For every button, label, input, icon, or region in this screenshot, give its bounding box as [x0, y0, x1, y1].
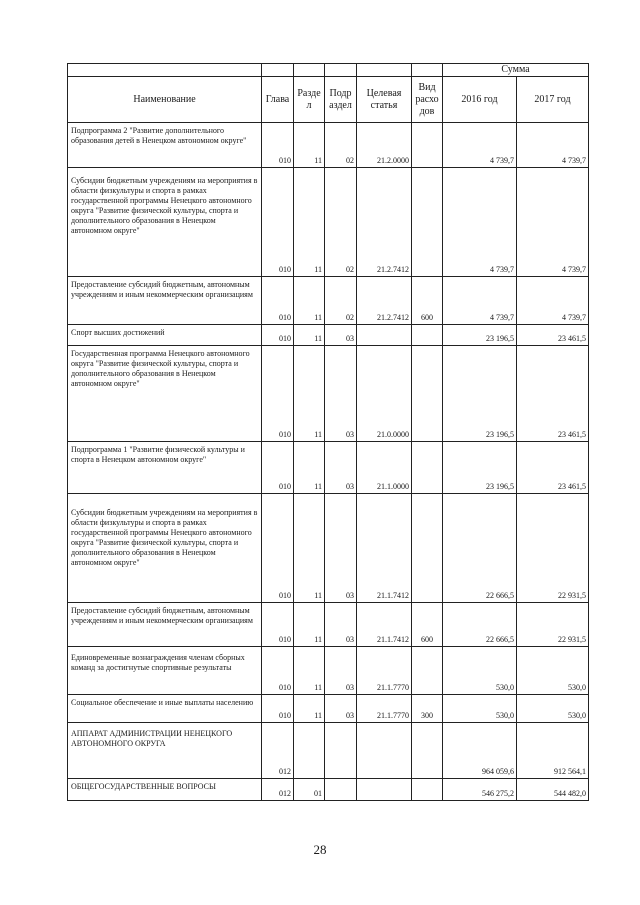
row-podrazdel: 03 — [325, 647, 357, 695]
row-expense-type — [412, 123, 443, 168]
header-row — [68, 77, 589, 123]
row-2016: 23 196,5 — [443, 442, 517, 494]
header-target: Целевая статья — [357, 77, 412, 123]
row-target — [357, 779, 412, 801]
header-blank-target — [357, 64, 412, 77]
row-name: АППАРАТ АДМИНИСТРАЦИИ НЕНЕЦКОГО АВТОНОМНОГО ОКРУГА — [68, 723, 262, 779]
row-2017: 4 739,7 — [517, 277, 589, 325]
header-name: Наименование — [68, 77, 262, 123]
row-name: Единовременные вознаграждения членам сборных команд за достигнутые спортивные результаты — [68, 647, 262, 695]
row-expense-type — [412, 442, 443, 494]
row-2016: 530,0 — [443, 647, 517, 695]
row-glava: 010 — [262, 442, 294, 494]
row-glava: 010 — [262, 695, 294, 723]
row-name: Подпрограмма 2 "Развитие дополнительного образования детей в Ненецком автономном округе" — [68, 123, 262, 168]
row-target: 21.1.7770 — [357, 647, 412, 695]
header-blank-glava — [262, 64, 294, 77]
header-sum: Сумма — [443, 64, 589, 77]
row-razdel: 11 — [294, 647, 325, 695]
row-2017: 23 461,5 — [517, 325, 589, 346]
row-podrazdel: 03 — [325, 695, 357, 723]
row-razdel: 11 — [294, 277, 325, 325]
table-row — [68, 123, 589, 168]
row-glava: 010 — [262, 277, 294, 325]
table-row — [68, 346, 589, 442]
header-top-row — [68, 64, 589, 77]
row-name: Подпрограмма 1 "Развитие физической культуры и спорта в Ненецком автономном округе" — [68, 442, 262, 494]
row-2016: 4 739,7 — [443, 168, 517, 277]
row-name: Социальное обеспечение и иные выплаты населению — [68, 695, 262, 723]
header-blank-type — [412, 64, 443, 77]
row-podrazdel: 02 — [325, 123, 357, 168]
row-expense-type: 600 — [412, 277, 443, 325]
row-target: 21.2.0000 — [357, 123, 412, 168]
header-blank-name — [68, 64, 262, 77]
row-podrazdel: 03 — [325, 494, 357, 603]
row-target: 21.2.7412 — [357, 277, 412, 325]
table-row — [68, 168, 589, 277]
row-name: Предоставление субсидий бюджетным, автономным учреждениям и иным некоммерческим организациям — [68, 603, 262, 647]
row-razdel — [294, 723, 325, 779]
page-number: 28 — [313, 842, 327, 857]
row-expense-type — [412, 346, 443, 442]
header-glava: Глава — [262, 77, 294, 123]
row-2017: 530,0 — [517, 695, 589, 723]
row-expense-type — [412, 325, 443, 346]
row-razdel: 11 — [294, 442, 325, 494]
row-2017: 22 931,5 — [517, 494, 589, 603]
row-2016: 4 739,7 — [443, 123, 517, 168]
row-2017: 23 461,5 — [517, 442, 589, 494]
row-name: Спорт высших достижений — [68, 325, 262, 346]
row-2016: 23 196,5 — [443, 325, 517, 346]
row-name: Государственная программа Ненецкого автономного округа "Развитие физической культуры, спорта и дополнительного образования в Ненецком автономном округе" — [68, 346, 262, 442]
row-podrazdel — [325, 779, 357, 801]
table-row — [68, 277, 589, 325]
row-name: Предоставление субсидий бюджетным, автономным учреждениям и иным некоммерческим организациям — [68, 277, 262, 325]
row-razdel: 11 — [294, 123, 325, 168]
header-blank-podrazdel — [325, 64, 357, 77]
row-2016: 4 739,7 — [443, 277, 517, 325]
row-glava: 010 — [262, 168, 294, 277]
row-2017: 4 739,7 — [517, 168, 589, 277]
table-row — [68, 647, 589, 695]
row-podrazdel: 03 — [325, 346, 357, 442]
row-target: 21.1.7770 — [357, 695, 412, 723]
row-razdel: 11 — [294, 695, 325, 723]
row-glava: 012 — [262, 779, 294, 801]
row-target — [357, 723, 412, 779]
row-2017: 22 931,5 — [517, 603, 589, 647]
row-2017: 23 461,5 — [517, 346, 589, 442]
header-expense-type: Вид расхо дов — [412, 77, 443, 123]
table-row — [68, 779, 589, 801]
header-razdel: Разде л — [294, 77, 325, 123]
row-target: 21.0.0000 — [357, 346, 412, 442]
row-2016: 22 666,5 — [443, 494, 517, 603]
header-podrazdel: Подр аздел — [325, 77, 357, 123]
row-glava: 010 — [262, 346, 294, 442]
row-target: 21.1.0000 — [357, 442, 412, 494]
table-row — [68, 723, 589, 779]
row-expense-type — [412, 647, 443, 695]
row-expense-type — [412, 168, 443, 277]
row-2016: 546 275,2 — [443, 779, 517, 801]
table-row — [68, 494, 589, 603]
row-glava: 010 — [262, 647, 294, 695]
row-name: ОБЩЕГОСУДАРСТВЕННЫЕ ВОПРОСЫ — [68, 779, 262, 801]
row-2016: 964 059,6 — [443, 723, 517, 779]
row-2017: 544 482,0 — [517, 779, 589, 801]
table-row — [68, 603, 589, 647]
row-podrazdel: 02 — [325, 277, 357, 325]
row-expense-type — [412, 723, 443, 779]
row-glava: 010 — [262, 123, 294, 168]
row-2017: 912 564,1 — [517, 723, 589, 779]
header-year-2016: 2016 год — [443, 77, 517, 123]
row-expense-type — [412, 494, 443, 603]
row-podrazdel: 03 — [325, 603, 357, 647]
row-2017: 4 739,7 — [517, 123, 589, 168]
row-target: 21.1.7412 — [357, 494, 412, 603]
row-expense-type: 600 — [412, 603, 443, 647]
row-expense-type — [412, 779, 443, 801]
row-razdel: 11 — [294, 325, 325, 346]
row-2017: 530,0 — [517, 647, 589, 695]
row-glava: 010 — [262, 494, 294, 603]
row-target: 21.1.7412 — [357, 603, 412, 647]
row-expense-type: 300 — [412, 695, 443, 723]
row-target — [357, 325, 412, 346]
table-row — [68, 442, 589, 494]
row-glava: 010 — [262, 325, 294, 346]
row-razdel: 01 — [294, 779, 325, 801]
header-blank-razdel — [294, 64, 325, 77]
row-glava: 012 — [262, 723, 294, 779]
row-podrazdel: 03 — [325, 325, 357, 346]
row-2016: 23 196,5 — [443, 346, 517, 442]
row-name: Субсидии бюджетным учреждениям на мероприятия в области физкультуры и спорта в рамках государственной программы Ненецкого автономного округа "Развитие физической культуры, спорта и дополнительного образования в Ненецком автономном округе" — [68, 494, 262, 603]
row-razdel: 11 — [294, 603, 325, 647]
row-2016: 22 666,5 — [443, 603, 517, 647]
row-glava: 010 — [262, 603, 294, 647]
row-name: Субсидии бюджетным учреждениям на мероприятия в области физкультуры и спорта в рамках государственной программы Ненецкого автономного округа "Развитие физической культуры, спорта и дополнительного образования в Ненецком автономном округе" — [68, 168, 262, 277]
row-2016: 530,0 — [443, 695, 517, 723]
row-razdel: 11 — [294, 494, 325, 603]
row-razdel: 11 — [294, 168, 325, 277]
budget-table — [67, 63, 589, 801]
row-podrazdel — [325, 723, 357, 779]
row-target: 21.2.7412 — [357, 168, 412, 277]
row-podrazdel: 02 — [325, 168, 357, 277]
row-podrazdel: 03 — [325, 442, 357, 494]
header-year-2017: 2017 год — [517, 77, 589, 123]
row-razdel: 11 — [294, 346, 325, 442]
table-row — [68, 695, 589, 723]
table-row — [68, 325, 589, 346]
